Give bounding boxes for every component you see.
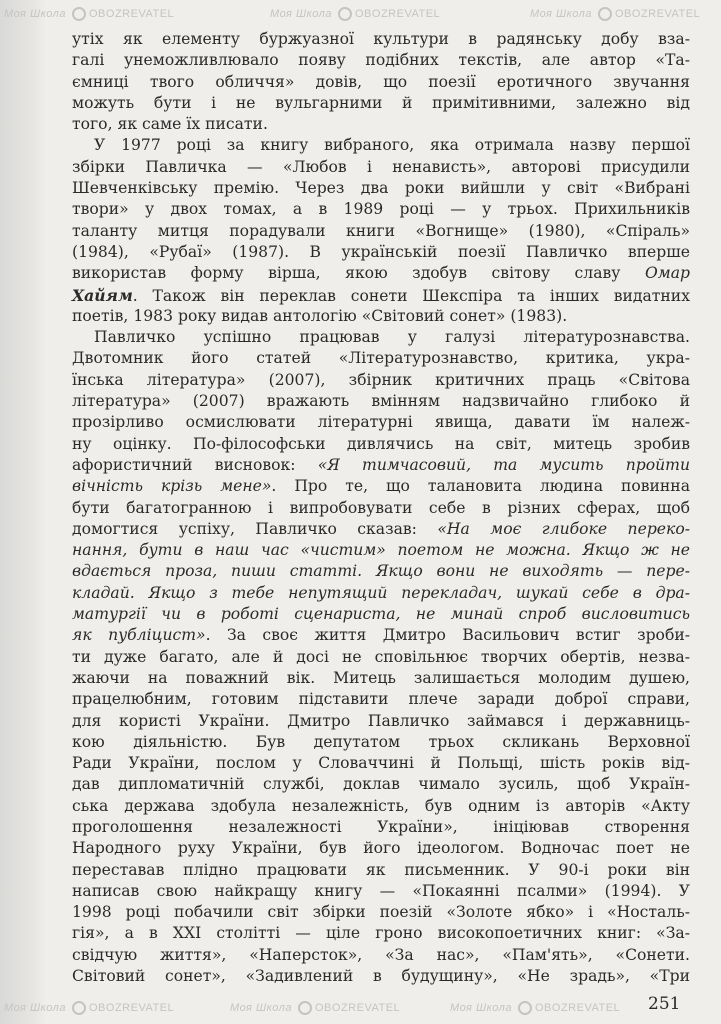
watermark-school: Моя Школа [270, 8, 332, 20]
watermark [530, 6, 700, 22]
watermark-brand: OBOZREVATEL [355, 8, 441, 20]
text-line [72, 881, 690, 902]
text-line [72, 817, 690, 838]
text-segment: того, як саме їх писати. [72, 115, 268, 134]
text-line [72, 689, 690, 710]
text-segment: література» (2007) вражають вмінням надзвичайно глибоко й [72, 392, 690, 411]
text-line [72, 902, 690, 923]
watermark-school: Моя Школа [530, 8, 592, 20]
text-line [72, 668, 690, 689]
text-line [72, 93, 690, 114]
text-line [72, 285, 690, 306]
text-segment: твори» у двох томах, а в 1989 році — у трьох. Прихильників [72, 200, 690, 219]
text-line [72, 242, 690, 263]
text-segment: дав дипломатичній службі, доклав чимало зусиль, щоб Україн- [72, 775, 690, 794]
text-segment: Двотомник його статей «Літературознавство, критика, укра- [72, 349, 690, 368]
text-line [72, 114, 690, 135]
watermark-logo-icon [598, 7, 612, 21]
italic-quote: вічність крізь мене» [72, 477, 272, 496]
text-line [72, 774, 690, 795]
text-segment: можуть бути і не вульгарними й примітивними, залежно від [72, 93, 690, 112]
watermark-school: Моя Школа [4, 1002, 66, 1014]
text-segment: бути багатогранною і випробовувати себе в різних сферах, щоб [72, 498, 690, 517]
text-line [72, 370, 690, 391]
text-segment: У 1977 році за книгу вибраного, яка отримала назву першої [94, 136, 690, 155]
text-line [72, 72, 690, 93]
text-line [72, 498, 690, 519]
text-line [72, 50, 690, 71]
text-line [72, 221, 690, 242]
italic-quote: «На моє глибоке переко- [437, 519, 691, 538]
watermark-school: Моя Школа [4, 8, 66, 20]
text-line [72, 838, 690, 859]
text-segment: утіх як елементу буржуазної культури в радянську добу вза- [72, 30, 690, 48]
text-segment: використав форму вірша, якою здобув світову славу [72, 264, 645, 283]
text-segment: поетів, 1983 року видав антологію «Світовий сонет» (1983). [72, 306, 568, 325]
text-segment: працелюбним, готовим підставити плече заради доброї справи, [72, 690, 690, 709]
watermark-brand: OBOZREVATEL [315, 1002, 401, 1014]
text-line [72, 711, 690, 732]
watermark [450, 1000, 620, 1016]
text-line [72, 625, 690, 646]
page-edge-shadow [0, 0, 46, 1024]
text-segment: 1998 році побачили світ збірки поезій «Золоте ябко» і «Носталь- [72, 903, 690, 922]
italic-quote: нання, бути в наш час «чистим» поетом не можна. Якщо ж не [72, 541, 690, 560]
text-segment: Народного руху України, був його ідеологом. Водночас поет не [72, 839, 690, 858]
text-segment: ну оцінку. По-філософськи дивлячись на світ, митець зробив [72, 434, 690, 453]
text-line [72, 561, 690, 582]
watermark-logo-icon [338, 7, 352, 21]
text-line [72, 647, 690, 668]
text-line [72, 157, 690, 178]
text-line [72, 753, 690, 774]
text-line [72, 519, 690, 540]
watermark-brand: OBOZREVATEL [89, 8, 175, 20]
text-line [72, 583, 690, 604]
text-line [72, 199, 690, 220]
text-line [72, 263, 690, 284]
text-segment: (1984), «Рубаї» (1987). В українській поезії Павличко вперше [72, 242, 690, 261]
text-segment: проголошення незалежності України», ініціював створення [72, 817, 690, 836]
watermark-brand: OBOZREVATEL [615, 8, 701, 20]
text-segment: галі унеможливлювало появу подібних текстів, але автор «Та- [72, 51, 690, 70]
text-line [72, 306, 690, 327]
text-line [72, 945, 690, 966]
text-segment: написав свою найкращу книгу — «Покаянні псалми» (1994). У [72, 881, 690, 900]
text-segment: Павличко успішно працював у галузі літературознавства. [94, 328, 690, 347]
text-line [72, 348, 690, 369]
text-segment: прозірливо осмислювати літературні явища, давати їм належ- [72, 413, 690, 432]
text-segment: переставав плідно працювати як письменник. У 90-і роки він [72, 860, 690, 879]
text-segment: гія», а в XXI столітті — ціле гроно високопоетичних книг: «За- [72, 924, 690, 943]
text-segment: свідчую життя», «Наперсток», «За нас», «Пам'ять», «Сонети. [72, 945, 690, 964]
text-segment: Ради України, послом у Словаччині й Польщі, шість років від- [72, 754, 690, 773]
italic-quote: «Я тимчасовий, та мусить пройти [317, 455, 690, 474]
page-number: 251 [648, 994, 681, 1014]
watermark [230, 1000, 400, 1016]
text-line [72, 476, 690, 497]
text-line [72, 29, 690, 50]
text-line [72, 860, 690, 881]
italic-quote: як публіцист» [72, 626, 206, 645]
text-segment: жаючи на поважний вік. Митець залишається молодим душею, [72, 668, 690, 687]
text-segment: кою діяльністю. Був депутатом трьох скликань Верховної [72, 732, 690, 751]
text-segment: ємниці твого обличчя» довів, що поезії еротичного звучання [72, 72, 690, 91]
italic-quote: вдається проза, пиши статті. Якщо вони не виходять — пере- [72, 562, 690, 581]
text-segment: афористичний висновок: [72, 455, 318, 474]
watermark-school: Моя Школа [230, 1002, 292, 1014]
italic-quote: кладай. Якщо з тебе непутящий перекладач, шукай себе в дра- [72, 583, 690, 602]
watermark-brand: OBOZREVATEL [89, 1002, 175, 1014]
text-line [72, 796, 690, 817]
text-line [72, 412, 690, 433]
watermark-logo-icon [518, 1001, 532, 1015]
text-segment: . Також він переклав сонети Шекспіра та інших видатних [132, 286, 690, 305]
text-segment: . Про те, що талановита людина повинна [271, 477, 690, 496]
text-segment: таланту митця порадували книги «Вогнище» (1980), «Спіраль» [72, 221, 690, 240]
text-line [72, 391, 690, 412]
text-segment: ська держава здобула незалежність, був одним із авторів «Акту [72, 796, 690, 815]
text-line [72, 327, 690, 348]
text-line [72, 178, 690, 199]
text-segment: збірки Павличка — «Любов і ненависть», авторові присудили [72, 157, 690, 176]
watermark-logo-icon [298, 1001, 312, 1015]
text-segment: Шевченківську премію. Через два роки вийшли у світ «Вибрані [72, 179, 690, 198]
watermark-brand: OBOZREVATEL [535, 1002, 621, 1014]
text-line [72, 604, 690, 625]
text-segment: для користі України. Дмитро Павличко займався і державниць- [72, 711, 690, 730]
text-line [72, 135, 690, 156]
body-text [72, 29, 690, 987]
text-line [72, 923, 690, 944]
text-line [72, 434, 690, 455]
text-line [72, 966, 690, 987]
text-segment: . За своє життя Дмитро Васильович встиг зроби- [205, 626, 690, 645]
italic-quote: Хайям [72, 285, 133, 305]
text-segment: ти дуже багато, але й досі не сповільнює творчих обертів, незва- [72, 647, 690, 666]
text-segment: Світовий сонет», «Задивлений в будущину», «Не зрадь», «Три [72, 967, 690, 986]
watermark-logo-icon [72, 7, 86, 21]
text-segment: їнська література» (2007), збірник критичних праць «Світова [72, 370, 690, 389]
text-line [72, 732, 690, 753]
text-line [72, 455, 690, 476]
text-line [72, 540, 690, 561]
watermark-school: Моя Школа [450, 1002, 512, 1014]
watermark-logo-icon [72, 1001, 86, 1015]
italic-quote: Омар [645, 264, 690, 283]
text-segment: домогтися успіху, Павличко сказав: [72, 519, 438, 538]
watermark [270, 6, 440, 22]
italic-quote: матургії чи в роботі сценариста, не минай спроб висловитись [72, 605, 690, 624]
